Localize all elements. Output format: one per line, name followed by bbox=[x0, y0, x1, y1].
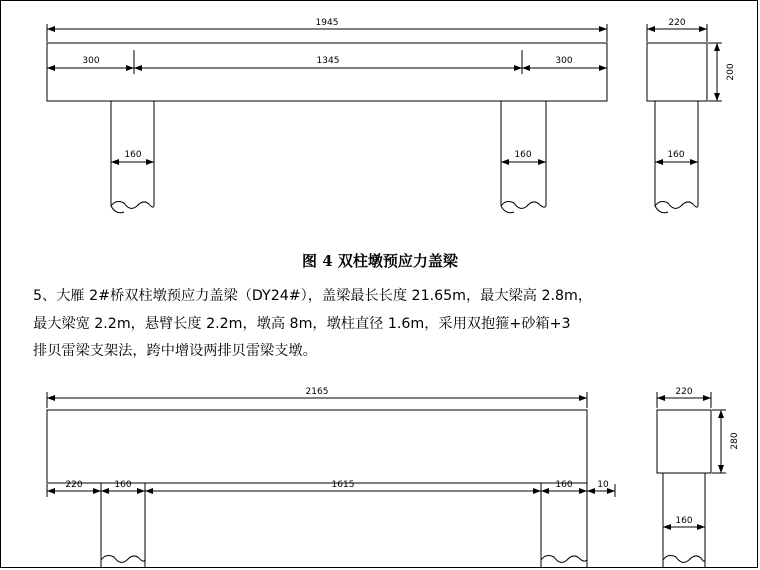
bottom-section-width-label: 220 bbox=[675, 387, 693, 397]
bottom-right-end-label: 10 bbox=[597, 480, 609, 490]
top-section-height-label: 200 bbox=[726, 63, 736, 81]
top-cap-beam bbox=[47, 43, 607, 101]
figure-caption: 图 4 双柱墩预应力盖梁 bbox=[302, 252, 458, 270]
bottom-section-drawing bbox=[657, 392, 726, 568]
top-section-beam bbox=[647, 43, 707, 101]
bottom-left-column-diameter-label: 160 bbox=[114, 480, 132, 490]
description-paragraph bbox=[33, 283, 753, 366]
top-right-column-diameter-label: 160 bbox=[514, 150, 532, 160]
top-span-label: 1345 bbox=[316, 56, 340, 66]
bottom-section-column-diameter-label: 160 bbox=[675, 516, 693, 526]
bottom-overall-length-label: 2165 bbox=[305, 387, 329, 397]
top-left-overhang-label: 300 bbox=[82, 56, 100, 66]
bottom-cap-beam bbox=[47, 410, 587, 483]
top-overall-length-label: 1945 bbox=[315, 18, 339, 28]
paragraph-line-1: 5、大雁 2#桥双柱墩预应力盖梁（DY24#），盖梁最长长度 21.65m，最大梁高 2.8m， bbox=[33, 288, 593, 304]
bottom-section-height-label: 280 bbox=[730, 432, 740, 450]
top-left-column-diameter-label: 160 bbox=[124, 150, 142, 160]
paragraph-line-2: 最大梁宽 2.2m，悬臂长度 2.2m，墩高 8m，墩柱直径 1.6m，采用双抱箍+砂箱+3 bbox=[33, 315, 571, 332]
bottom-right-column bbox=[541, 483, 587, 568]
bottom-span-label: 1615 bbox=[331, 480, 355, 490]
top-section-drawing bbox=[647, 24, 722, 213]
bottom-left-overhang-label: 220 bbox=[65, 480, 83, 490]
top-elevation-drawing bbox=[47, 24, 607, 213]
bottom-section-beam bbox=[657, 410, 711, 473]
bottom-left-column bbox=[101, 483, 145, 568]
bottom-right-column-diameter-label: 160 bbox=[555, 480, 573, 490]
paragraph-line-3: 排贝雷梁支架法，跨中增设两排贝雷梁支墩。 bbox=[33, 343, 317, 359]
top-section-width-label: 220 bbox=[668, 18, 686, 28]
top-section-column-diameter-label: 160 bbox=[667, 150, 685, 160]
top-right-overhang-label: 300 bbox=[555, 56, 573, 66]
